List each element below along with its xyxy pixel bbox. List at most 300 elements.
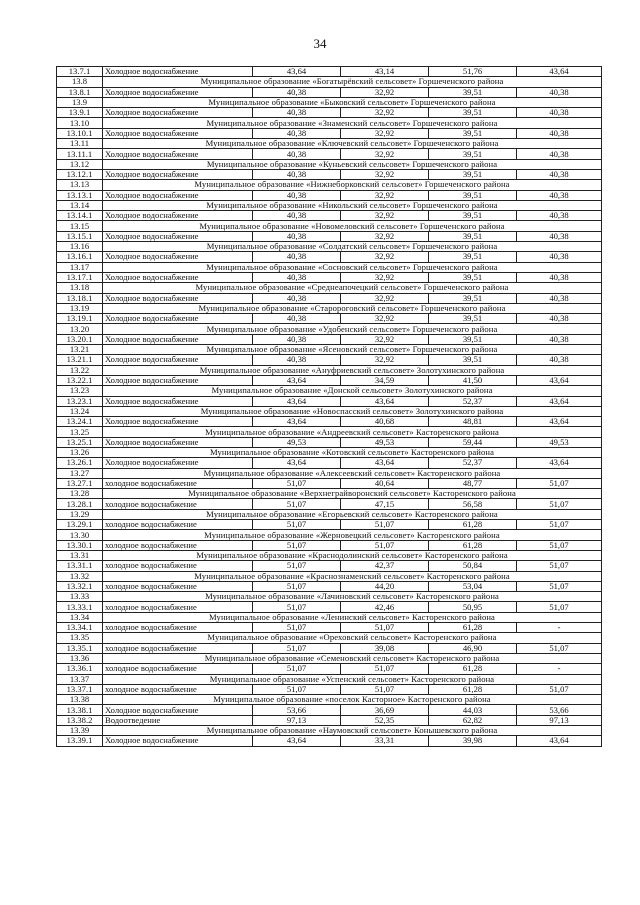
tariff-value-4: 40,38 bbox=[517, 149, 602, 159]
row-code: 13.27.1 bbox=[57, 478, 103, 488]
tariff-value-3: 50,95 bbox=[429, 602, 517, 612]
tariff-value-1: 51,07 bbox=[253, 499, 341, 509]
tariff-value-1: 40,38 bbox=[253, 314, 341, 324]
tariff-value-4: 40,38 bbox=[517, 355, 602, 365]
tariff-value-1: 43,64 bbox=[253, 736, 341, 746]
row-code: 13.28.1 bbox=[57, 499, 103, 509]
tariff-value-1: 40,38 bbox=[253, 355, 341, 365]
tariff-value-4: - bbox=[517, 623, 602, 633]
municipality-title: Муниципальное образование «Нижнеборковский сельсовет» Горшеченского района bbox=[103, 180, 602, 190]
tariff-value-1: 51,07 bbox=[253, 561, 341, 571]
tariff-value-3: 39,51 bbox=[429, 334, 517, 344]
tariff-value-2: 32,92 bbox=[341, 128, 429, 138]
row-code: 13.36 bbox=[57, 653, 103, 663]
tariff-row bbox=[57, 108, 602, 118]
municipality-header-row bbox=[57, 447, 602, 457]
tariff-value-4: 40,38 bbox=[517, 211, 602, 221]
row-code: 13.38.2 bbox=[57, 715, 103, 725]
municipality-header-row bbox=[57, 571, 602, 581]
municipality-title: Муниципальное образование «Никольский сельсовет» Горшеченского района bbox=[103, 200, 602, 210]
service-name: Холодное водоснабжение bbox=[103, 705, 253, 715]
tariff-value-4: 40,38 bbox=[517, 87, 602, 97]
service-name: Холодное водоснабжение bbox=[103, 293, 253, 303]
tariff-row bbox=[57, 128, 602, 138]
municipality-header-row bbox=[57, 97, 602, 107]
tariff-row bbox=[57, 715, 602, 725]
service-name: холодное водоснабжение bbox=[103, 540, 253, 550]
tariff-value-1: 97,13 bbox=[253, 715, 341, 725]
row-code: 13.18 bbox=[57, 283, 103, 293]
row-code: 13.25.1 bbox=[57, 437, 103, 447]
service-name: холодное водоснабжение bbox=[103, 684, 253, 694]
row-code: 13.21 bbox=[57, 345, 103, 355]
tariff-value-1: 51,07 bbox=[253, 643, 341, 653]
row-code: 13.30.1 bbox=[57, 540, 103, 550]
tariff-value-3: 52,37 bbox=[429, 458, 517, 468]
tariff-row bbox=[57, 231, 602, 241]
tariff-value-3: 39,51 bbox=[429, 87, 517, 97]
row-code: 13.24.1 bbox=[57, 417, 103, 427]
municipality-title: Муниципальное образование «Солдатский сельсовет» Горшеченского района bbox=[103, 242, 602, 252]
municipality-title: Муниципальное образование «Семеновский сельсовет» Касторенского района bbox=[103, 653, 602, 663]
row-code: 13.23.1 bbox=[57, 396, 103, 406]
municipality-header-row bbox=[57, 726, 602, 736]
row-code: 13.39.1 bbox=[57, 736, 103, 746]
municipality-header-row bbox=[57, 489, 602, 499]
service-name: Холодное водоснабжение bbox=[103, 396, 253, 406]
tariff-value-2: 43,64 bbox=[341, 458, 429, 468]
municipality-header-row bbox=[57, 530, 602, 540]
tariff-value-3: 62,82 bbox=[429, 715, 517, 725]
tariff-value-4: 51,07 bbox=[517, 581, 602, 591]
tariff-value-4: 51,07 bbox=[517, 520, 602, 530]
tariff-value-3: 61,28 bbox=[429, 664, 517, 674]
tariff-row bbox=[57, 437, 602, 447]
municipality-header-row bbox=[57, 221, 602, 231]
tariff-value-4: 40,38 bbox=[517, 334, 602, 344]
tariff-value-4: 40,38 bbox=[517, 169, 602, 179]
tariff-value-2: 42,46 bbox=[341, 602, 429, 612]
row-code: 13.28 bbox=[57, 489, 103, 499]
tariff-value-3: 39,51 bbox=[429, 355, 517, 365]
tariff-value-1: 51,07 bbox=[253, 581, 341, 591]
row-code: 13.26.1 bbox=[57, 458, 103, 468]
tariff-value-4: 40,38 bbox=[517, 314, 602, 324]
municipality-title: Муниципальное образование «Донской сельсовет» Золотухинского района bbox=[103, 386, 602, 396]
tariff-value-1: 53,66 bbox=[253, 705, 341, 715]
row-code: 13.33.1 bbox=[57, 602, 103, 612]
tariff-table-body bbox=[57, 67, 602, 747]
tariff-value-1: 51,07 bbox=[253, 664, 341, 674]
tariff-value-2: 47,15 bbox=[341, 499, 429, 509]
service-name: холодное водоснабжение bbox=[103, 520, 253, 530]
municipality-title: Муниципальное образование «Новомеловский сельсовет» Горшеченского района bbox=[103, 221, 602, 231]
row-code: 13.16 bbox=[57, 242, 103, 252]
municipality-title: Муниципальное образование «Ореховский сельсовет» Касторенского района bbox=[103, 633, 602, 643]
tariff-value-1: 51,07 bbox=[253, 520, 341, 530]
municipality-title: Муниципальное образование «Ключевский сельсовет» Горшеченского района bbox=[103, 139, 602, 149]
tariff-row bbox=[57, 520, 602, 530]
tariff-value-1: 40,38 bbox=[253, 128, 341, 138]
service-name: Холодное водоснабжение bbox=[103, 87, 253, 97]
tariff-value-3: 39,51 bbox=[429, 149, 517, 159]
service-name: Холодное водоснабжение bbox=[103, 458, 253, 468]
municipality-title: Муниципальное образование «Новоспасский сельсовет» Золотухинского района bbox=[103, 406, 602, 416]
tariff-value-4: - bbox=[517, 664, 602, 674]
row-code: 13.9 bbox=[57, 97, 103, 107]
municipality-title: Муниципальное образование «Ясеновский сельсовет» Горшеченского района bbox=[103, 345, 602, 355]
tariff-value-1: 40,38 bbox=[253, 272, 341, 282]
tariff-value-2: 43,64 bbox=[341, 396, 429, 406]
service-name: Холодное водоснабжение bbox=[103, 211, 253, 221]
tariff-value-3: 61,28 bbox=[429, 540, 517, 550]
tariff-value-1: 40,38 bbox=[253, 293, 341, 303]
tariff-value-3: 52,37 bbox=[429, 396, 517, 406]
municipality-header-row bbox=[57, 386, 602, 396]
tariff-table bbox=[56, 66, 602, 747]
tariff-value-2: 32,92 bbox=[341, 334, 429, 344]
service-name: Холодное водоснабжение bbox=[103, 375, 253, 385]
municipality-title: Муниципальное образование «Богатырёвский сельсовет» Горшеченского района bbox=[103, 77, 602, 87]
row-code: 13.36.1 bbox=[57, 664, 103, 674]
tariff-row bbox=[57, 705, 602, 715]
municipality-header-row bbox=[57, 695, 602, 705]
tariff-value-4: 43,64 bbox=[517, 417, 602, 427]
row-code: 13.17.1 bbox=[57, 272, 103, 282]
municipality-header-row bbox=[57, 200, 602, 210]
row-code: 13.34 bbox=[57, 612, 103, 622]
row-code: 13.19.1 bbox=[57, 314, 103, 324]
tariff-value-2: 42,37 bbox=[341, 561, 429, 571]
tariff-row bbox=[57, 499, 602, 509]
municipality-header-row bbox=[57, 468, 602, 478]
tariff-value-1: 40,38 bbox=[253, 211, 341, 221]
municipality-title: Муниципальное образование «Среднеапочецкий сельсовет» Горшеченского района bbox=[103, 283, 602, 293]
tariff-value-3: 56,58 bbox=[429, 499, 517, 509]
tariff-value-1: 40,38 bbox=[253, 231, 341, 241]
tariff-value-1: 40,38 bbox=[253, 334, 341, 344]
row-code: 13.16.1 bbox=[57, 252, 103, 262]
tariff-value-3: 61,28 bbox=[429, 684, 517, 694]
municipality-header-row bbox=[57, 242, 602, 252]
service-name: Холодное водоснабжение bbox=[103, 736, 253, 746]
tariff-row bbox=[57, 602, 602, 612]
row-code: 13.22.1 bbox=[57, 375, 103, 385]
service-name: Холодное водоснабжение bbox=[103, 252, 253, 262]
tariff-value-1: 51,07 bbox=[253, 478, 341, 488]
row-code: 13.31 bbox=[57, 550, 103, 560]
tariff-value-4: 51,07 bbox=[517, 684, 602, 694]
row-code: 13.32 bbox=[57, 571, 103, 581]
tariff-value-2: 32,92 bbox=[341, 252, 429, 262]
row-code: 13.26 bbox=[57, 447, 103, 457]
row-code: 13.29 bbox=[57, 509, 103, 519]
tariff-value-4: 40,38 bbox=[517, 252, 602, 262]
tariff-row bbox=[57, 478, 602, 488]
tariff-value-2: 33,31 bbox=[341, 736, 429, 746]
row-code: 13.9.1 bbox=[57, 108, 103, 118]
tariff-value-3: 39,51 bbox=[429, 108, 517, 118]
tariff-value-2: 40,68 bbox=[341, 417, 429, 427]
row-code: 13.12 bbox=[57, 159, 103, 169]
row-code: 13.11.1 bbox=[57, 149, 103, 159]
tariff-row bbox=[57, 736, 602, 746]
service-name: холодное водоснабжение bbox=[103, 602, 253, 612]
tariff-row bbox=[57, 149, 602, 159]
tariff-value-3: 39,51 bbox=[429, 314, 517, 324]
tariff-value-2: 32,92 bbox=[341, 231, 429, 241]
service-name: Холодное водоснабжение bbox=[103, 169, 253, 179]
tariff-row bbox=[57, 561, 602, 571]
municipality-title: Муниципальное образование «Наумовский сельсовет» Конышевского района bbox=[103, 726, 602, 736]
tariff-row bbox=[57, 664, 602, 674]
service-name: холодное водоснабжение bbox=[103, 643, 253, 653]
municipality-header-row bbox=[57, 118, 602, 128]
tariff-row bbox=[57, 314, 602, 324]
municipality-header-row bbox=[57, 633, 602, 643]
row-code: 13.15.1 bbox=[57, 231, 103, 241]
service-name: Водоотведение bbox=[103, 715, 253, 725]
municipality-title: Муниципальное образование «Куньевский сельсовет» Горшеченского района bbox=[103, 159, 602, 169]
service-name: холодное водоснабжение bbox=[103, 499, 253, 509]
municipality-header-row bbox=[57, 159, 602, 169]
tariff-row bbox=[57, 169, 602, 179]
tariff-value-2: 51,07 bbox=[341, 664, 429, 674]
tariff-value-4: 51,07 bbox=[517, 540, 602, 550]
tariff-value-2: 51,07 bbox=[341, 520, 429, 530]
service-name: Холодное водоснабжение bbox=[103, 149, 253, 159]
row-code: 13.12.1 bbox=[57, 169, 103, 179]
row-code: 13.15 bbox=[57, 221, 103, 231]
tariff-value-4: 40,38 bbox=[517, 108, 602, 118]
page-number: 34 bbox=[313, 36, 327, 51]
row-code: 13.31.1 bbox=[57, 561, 103, 571]
row-code: 13.11 bbox=[57, 139, 103, 149]
tariff-row bbox=[57, 623, 602, 633]
row-code: 13.17 bbox=[57, 262, 103, 272]
municipality-title: Муниципальное образование «Лачиновский сельсовет» Касторенского района bbox=[103, 592, 602, 602]
service-name: холодное водоснабжение bbox=[103, 664, 253, 674]
tariff-row bbox=[57, 417, 602, 427]
tariff-value-4: 40,38 bbox=[517, 272, 602, 282]
tariff-value-4: 97,13 bbox=[517, 715, 602, 725]
tariff-row bbox=[57, 581, 602, 591]
tariff-value-1: 40,38 bbox=[253, 87, 341, 97]
service-name: Холодное водоснабжение bbox=[103, 108, 253, 118]
row-code: 13.14 bbox=[57, 200, 103, 210]
tariff-value-1: 51,07 bbox=[253, 540, 341, 550]
tariff-value-1: 43,64 bbox=[253, 417, 341, 427]
row-code: 13.10.1 bbox=[57, 128, 103, 138]
service-name: холодное водоснабжение bbox=[103, 581, 253, 591]
tariff-row bbox=[57, 190, 602, 200]
tariff-value-1: 40,38 bbox=[253, 190, 341, 200]
municipality-header-row bbox=[57, 77, 602, 87]
tariff-value-2: 32,92 bbox=[341, 87, 429, 97]
tariff-value-3: 39,51 bbox=[429, 169, 517, 179]
tariff-row bbox=[57, 67, 602, 77]
tariff-value-3: 48,81 bbox=[429, 417, 517, 427]
tariff-value-1: 40,38 bbox=[253, 252, 341, 262]
tariff-value-4: 53,66 bbox=[517, 705, 602, 715]
tariff-value-1: 51,07 bbox=[253, 684, 341, 694]
tariff-row bbox=[57, 355, 602, 365]
municipality-header-row bbox=[57, 365, 602, 375]
tariff-value-1: 43,64 bbox=[253, 458, 341, 468]
municipality-header-row bbox=[57, 303, 602, 313]
municipality-header-row bbox=[57, 612, 602, 622]
tariff-value-2: 36,69 bbox=[341, 705, 429, 715]
municipality-title: Муниципальное образование «Алексеевский сельсовет» Касторенского района bbox=[103, 468, 602, 478]
municipality-header-row bbox=[57, 345, 602, 355]
municipality-title: Муниципальное образование «Андреевский сельсовет» Касторенского района bbox=[103, 427, 602, 437]
municipality-header-row bbox=[57, 180, 602, 190]
municipality-title: Муниципальное образование «Жерновецкий сельсовет» Касторенского района bbox=[103, 530, 602, 540]
municipality-title: Муниципальное образование «Старороговский сельсовет» Горшеченского района bbox=[103, 303, 602, 313]
tariff-value-2: 32,92 bbox=[341, 314, 429, 324]
tariff-value-3: 61,28 bbox=[429, 520, 517, 530]
service-name: Холодное водоснабжение bbox=[103, 272, 253, 282]
municipality-title: Муниципальное образование «Краснодолинский сельсовет» Касторенского района bbox=[103, 550, 602, 560]
row-code: 13.35 bbox=[57, 633, 103, 643]
tariff-value-3: 39,98 bbox=[429, 736, 517, 746]
tariff-value-3: 39,51 bbox=[429, 293, 517, 303]
row-code: 13.38.1 bbox=[57, 705, 103, 715]
row-code: 13.8.1 bbox=[57, 87, 103, 97]
row-code: 13.38 bbox=[57, 695, 103, 705]
row-code: 13.8 bbox=[57, 77, 103, 87]
row-code: 13.37.1 bbox=[57, 684, 103, 694]
tariff-row bbox=[57, 293, 602, 303]
tariff-value-2: 32,92 bbox=[341, 149, 429, 159]
municipality-title: Муниципальное образование «Успенский сельсовет» Касторенского района bbox=[103, 674, 602, 684]
tariff-value-3: 39,51 bbox=[429, 231, 517, 241]
municipality-header-row bbox=[57, 427, 602, 437]
tariff-value-3: 48,77 bbox=[429, 478, 517, 488]
municipality-title: Муниципальное образование «Котовский сельсовет» Касторенского района bbox=[103, 447, 602, 457]
tariff-value-2: 34,59 bbox=[341, 375, 429, 385]
tariff-value-1: 40,38 bbox=[253, 169, 341, 179]
municipality-header-row bbox=[57, 262, 602, 272]
tariff-value-1: 43,64 bbox=[253, 375, 341, 385]
service-name: Холодное водоснабжение bbox=[103, 437, 253, 447]
municipality-header-row bbox=[57, 674, 602, 684]
municipality-header-row bbox=[57, 283, 602, 293]
tariff-row bbox=[57, 252, 602, 262]
tariff-value-4: 51,07 bbox=[517, 561, 602, 571]
tariff-value-4: 43,64 bbox=[517, 458, 602, 468]
tariff-value-4: 40,38 bbox=[517, 293, 602, 303]
service-name: холодное водоснабжение bbox=[103, 623, 253, 633]
tariff-value-2: 51,07 bbox=[341, 540, 429, 550]
tariff-value-2: 32,92 bbox=[341, 190, 429, 200]
tariff-value-4: 40,38 bbox=[517, 128, 602, 138]
tariff-value-1: 43,64 bbox=[253, 396, 341, 406]
tariff-value-4: 49,53 bbox=[517, 437, 602, 447]
municipality-title: Муниципальное образование «Удобенский сельсовет» Горшеченского района bbox=[103, 324, 602, 334]
tariff-value-2: 44,20 bbox=[341, 581, 429, 591]
tariff-value-4: 43,64 bbox=[517, 375, 602, 385]
tariff-value-1: 51,07 bbox=[253, 602, 341, 612]
municipality-header-row bbox=[57, 406, 602, 416]
municipality-title: Муниципальное образование «поселок Касторное» Касторенского района bbox=[103, 695, 602, 705]
tariff-value-3: 50,84 bbox=[429, 561, 517, 571]
municipality-title: Муниципальное образование «Ануфриевский сельсовет» Золотухинского района bbox=[103, 365, 602, 375]
row-code: 13.29.1 bbox=[57, 520, 103, 530]
municipality-title: Муниципальное образование «Сосновский сельсовет» Горшеченского района bbox=[103, 262, 602, 272]
service-name: холодное водоснабжение bbox=[103, 478, 253, 488]
municipality-title: Муниципальное образование «Ленинский сельсовет» Касторенского района bbox=[103, 612, 602, 622]
tariff-value-2: 39,08 bbox=[341, 643, 429, 653]
tariff-value-4: 40,38 bbox=[517, 231, 602, 241]
tariff-value-2: 49,53 bbox=[341, 437, 429, 447]
tariff-value-4: 43,64 bbox=[517, 736, 602, 746]
tariff-row bbox=[57, 211, 602, 221]
row-code: 13.37 bbox=[57, 674, 103, 684]
row-code: 13.33 bbox=[57, 592, 103, 602]
row-code: 13.30 bbox=[57, 530, 103, 540]
tariff-row bbox=[57, 87, 602, 97]
service-name: Холодное водоснабжение bbox=[103, 334, 253, 344]
tariff-row bbox=[57, 334, 602, 344]
municipality-title: Муниципальное образование «Быковский сельсовет» Горшеченского района bbox=[103, 97, 602, 107]
row-code: 13.24 bbox=[57, 406, 103, 416]
tariff-value-2: 32,92 bbox=[341, 211, 429, 221]
service-name: Холодное водоснабжение bbox=[103, 355, 253, 365]
tariff-value-2: 51,07 bbox=[341, 684, 429, 694]
tariff-value-4: 51,07 bbox=[517, 602, 602, 612]
row-code: 13.21.1 bbox=[57, 355, 103, 365]
tariff-row bbox=[57, 643, 602, 653]
tariff-value-3: 44,03 bbox=[429, 705, 517, 715]
service-name: холодное водоснабжение bbox=[103, 561, 253, 571]
service-name: Холодное водоснабжение bbox=[103, 67, 253, 77]
municipality-header-row bbox=[57, 653, 602, 663]
tariff-row bbox=[57, 396, 602, 406]
tariff-value-4: 43,64 bbox=[517, 396, 602, 406]
row-code: 13.22 bbox=[57, 365, 103, 375]
row-code: 13.25 bbox=[57, 427, 103, 437]
tariff-row bbox=[57, 272, 602, 282]
tariff-value-3: 53,04 bbox=[429, 581, 517, 591]
tariff-value-4: 43,64 bbox=[517, 67, 602, 77]
tariff-value-3: 39,51 bbox=[429, 128, 517, 138]
row-code: 13.14.1 bbox=[57, 211, 103, 221]
tariff-row bbox=[57, 458, 602, 468]
municipality-header-row bbox=[57, 509, 602, 519]
row-code: 13.34.1 bbox=[57, 623, 103, 633]
service-name: Холодное водоснабжение bbox=[103, 128, 253, 138]
tariff-value-3: 41,50 bbox=[429, 375, 517, 385]
tariff-value-3: 39,51 bbox=[429, 190, 517, 200]
tariff-value-2: 32,92 bbox=[341, 272, 429, 282]
municipality-title: Муниципальное образование «Верхнеграйворонский сельсовет» Касторенского района bbox=[103, 489, 602, 499]
service-name: Холодное водоснабжение bbox=[103, 190, 253, 200]
service-name: Холодное водоснабжение bbox=[103, 314, 253, 324]
tariff-value-4: 40,38 bbox=[517, 190, 602, 200]
row-code: 13.20.1 bbox=[57, 334, 103, 344]
tariff-value-4: 51,07 bbox=[517, 643, 602, 653]
tariff-value-2: 32,92 bbox=[341, 169, 429, 179]
service-name: Холодное водоснабжение bbox=[103, 231, 253, 241]
row-code: 13.27 bbox=[57, 468, 103, 478]
tariff-value-3: 39,51 bbox=[429, 211, 517, 221]
tariff-value-3: 46,90 bbox=[429, 643, 517, 653]
tariff-row bbox=[57, 684, 602, 694]
tariff-value-3: 59,44 bbox=[429, 437, 517, 447]
municipality-title: Муниципальное образование «Егорьевский сельсовет» Касторенского района bbox=[103, 509, 602, 519]
row-code: 13.10 bbox=[57, 118, 103, 128]
